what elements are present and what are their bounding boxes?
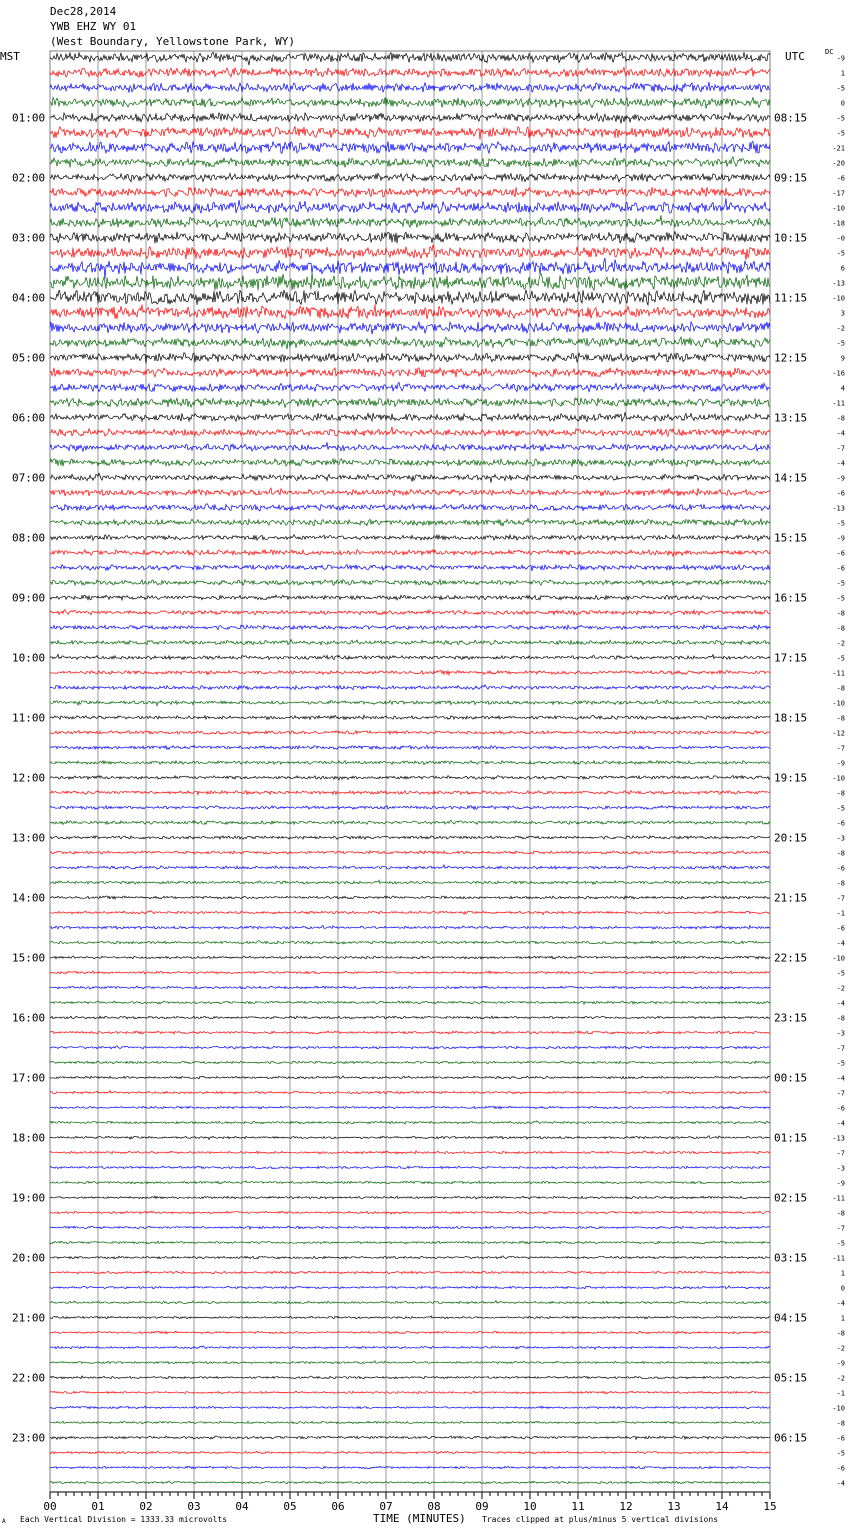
title-location: (West Boundary, Yellowstone Park, WY)	[50, 35, 296, 48]
trace-line	[50, 1121, 770, 1124]
dc-offset-value: -8	[836, 414, 845, 423]
dc-offset-header: DC	[825, 48, 834, 56]
trace-line	[50, 82, 770, 93]
dc-offset-value: -6	[836, 564, 845, 573]
dc-offset-value: -5	[836, 804, 845, 813]
left-hour-label: 14:00	[12, 891, 46, 905]
trace-line	[50, 535, 770, 541]
x-tick-label: 01	[91, 1500, 105, 1513]
x-tick-label: 08	[427, 1500, 441, 1513]
dc-offset-value: -4	[836, 459, 845, 468]
x-tick-label: 06	[331, 1500, 345, 1513]
x-axis-label: TIME (MINUTES)	[373, 1512, 466, 1525]
dc-offset-value: 0	[840, 1284, 845, 1293]
trace-line	[50, 850, 770, 854]
dc-offset-value: -4	[836, 939, 845, 948]
trace-line	[50, 820, 770, 824]
left-hour-label: 18:00	[12, 1131, 46, 1145]
trace-line	[50, 1466, 770, 1469]
right-hour-label: 05:15	[774, 1371, 808, 1385]
dc-offset-value: 6	[840, 264, 845, 273]
trace-line	[50, 715, 770, 719]
right-hour-label: 04:15	[774, 1311, 808, 1325]
trace-line	[50, 550, 770, 556]
trace-line	[50, 1421, 770, 1424]
trace-line	[50, 806, 770, 810]
x-tick-label: 14	[715, 1500, 729, 1513]
dc-offset-value: -2	[836, 1344, 845, 1353]
trace-line	[50, 836, 770, 839]
trace-line	[50, 1241, 770, 1244]
dc-offset-value: -1	[836, 1389, 845, 1398]
dc-offset-value: -21	[832, 144, 845, 153]
dc-offset-value: -6	[836, 1434, 845, 1443]
trace-line	[50, 290, 770, 305]
trace-line	[50, 68, 770, 78]
left-hour-label: 05:00	[12, 351, 46, 365]
dc-offset-value: -8	[836, 1014, 845, 1023]
dc-offset-value: -4	[836, 1479, 845, 1488]
right-timezone-label: UTC	[785, 50, 805, 63]
dc-offset-value: -9	[836, 1179, 845, 1188]
dc-offset-value: -4	[836, 999, 845, 1008]
trace-line	[50, 157, 770, 168]
clip-note: Traces clipped at plus/minus 5 vertical divisions	[482, 1515, 719, 1524]
trace-line	[50, 473, 770, 482]
trace-line	[50, 640, 770, 645]
trace-line	[50, 986, 770, 989]
left-hour-label: 03:00	[12, 231, 46, 245]
left-hour-label: 19:00	[12, 1191, 46, 1205]
left-hour-label: 23:00	[12, 1431, 46, 1445]
dc-offset-value: -4	[836, 429, 845, 438]
trace-line	[50, 258, 770, 278]
dc-offset-value: -1	[836, 909, 845, 918]
title-date: Dec28,2014	[50, 5, 117, 18]
dc-offset-value: -11	[832, 399, 845, 408]
dc-offset-value: -2	[836, 984, 845, 993]
right-hour-label: 22:15	[774, 951, 808, 965]
trace-line	[50, 654, 770, 659]
dc-offset-value: -7	[836, 894, 845, 903]
trace-line	[50, 1286, 770, 1289]
right-hour-label: 18:15	[774, 711, 808, 725]
trace-line	[50, 353, 770, 364]
dc-offset-value: -9	[836, 474, 845, 483]
trace-line	[50, 971, 770, 974]
title-station: YWB EHZ WY 01	[50, 20, 137, 33]
trace-line	[50, 1016, 770, 1019]
right-hour-label: 14:15	[774, 471, 808, 485]
trace-line	[50, 52, 770, 65]
trace-line	[50, 1166, 770, 1169]
dc-offset-value: -5	[836, 249, 845, 258]
x-tick-label: 12	[619, 1500, 633, 1513]
left-timezone-label: MST	[0, 50, 20, 63]
trace-line	[50, 580, 770, 585]
dc-offset-value: -6	[836, 489, 845, 498]
dc-offset-value: -4	[836, 1074, 845, 1083]
left-hour-label: 12:00	[12, 771, 46, 785]
dc-offset-value: -6	[836, 1464, 845, 1473]
right-hour-label: 20:15	[774, 831, 808, 845]
dc-offset-value: -13	[832, 279, 845, 288]
dc-offset-value: -11	[832, 669, 845, 678]
dc-offset-value: 9	[840, 354, 845, 363]
dc-offset-value: -11	[832, 1194, 845, 1203]
trace-line	[50, 1346, 770, 1349]
dc-offset-value: -18	[832, 219, 845, 228]
trace-line	[50, 1481, 770, 1484]
dc-offset-value: -2	[836, 639, 845, 648]
dc-offset-value: -4	[836, 1299, 845, 1308]
trace-line	[50, 1361, 770, 1364]
x-tick-label: 02	[139, 1500, 153, 1513]
trace-line	[50, 776, 770, 780]
dc-offset-value: -6	[836, 1104, 845, 1113]
dc-offset-value: -5	[836, 594, 845, 603]
x-tick-label: 11	[571, 1500, 585, 1513]
dc-offset-value: -5	[836, 654, 845, 663]
dc-offset-value: -9	[836, 1359, 845, 1368]
dc-offset-value: -10	[832, 774, 845, 783]
trace-line	[50, 1031, 770, 1034]
trace-line	[50, 761, 770, 765]
trace-line	[50, 232, 770, 244]
x-tick-label: 05	[283, 1500, 297, 1513]
right-hour-label: 21:15	[774, 891, 808, 905]
dc-offset-value: -10	[832, 699, 845, 708]
trace-line	[50, 1271, 770, 1274]
trace-line	[50, 1331, 770, 1334]
dc-offset-value: -6	[836, 549, 845, 558]
dc-offset-value: -9	[836, 534, 845, 543]
dc-offset-value: 3	[840, 309, 845, 318]
dc-offset-value: -11	[832, 1254, 845, 1263]
dc-offset-value: -7	[836, 1224, 845, 1233]
trace-line	[50, 215, 770, 227]
trace-line	[50, 337, 770, 349]
dc-offset-value: -6	[836, 819, 845, 828]
dc-offset-value: 4	[840, 384, 845, 393]
dc-offset-value: -8	[836, 714, 845, 723]
left-hour-label: 15:00	[12, 951, 46, 965]
dc-offset-value: 1	[840, 1314, 845, 1323]
dc-offset-value: -5	[836, 1239, 845, 1248]
dc-offset-value: -3	[836, 1029, 845, 1038]
left-hour-label: 10:00	[12, 651, 46, 665]
right-hour-label: 09:15	[774, 171, 808, 185]
left-hour-label: 07:00	[12, 471, 46, 485]
x-tick-label: 09	[475, 1500, 489, 1513]
dc-offset-value: -10	[832, 204, 845, 213]
trace-line	[50, 1136, 770, 1140]
trace-line	[50, 382, 770, 391]
dc-offset-value: -3	[836, 834, 845, 843]
trace-line	[50, 865, 770, 869]
trace-line	[50, 941, 770, 944]
right-hour-label: 19:15	[774, 771, 808, 785]
dc-offset-value: -6	[836, 864, 845, 873]
dc-offset-value: -7	[836, 1044, 845, 1053]
dc-offset-value: -5	[836, 519, 845, 528]
right-hour-label: 10:15	[774, 231, 808, 245]
dc-offset-value: -8	[836, 789, 845, 798]
dc-offset-value: -12	[832, 729, 845, 738]
right-hour-label: 17:15	[774, 651, 808, 665]
right-hour-label: 00:15	[774, 1071, 808, 1085]
right-hour-label: 03:15	[774, 1251, 808, 1265]
dc-offset-value: -5	[836, 129, 845, 138]
trace-line	[50, 1376, 770, 1379]
dc-offset-value: -8	[836, 684, 845, 693]
trace-line	[50, 1211, 770, 1214]
trace-line	[50, 1091, 770, 1094]
dc-offset-value: -2	[836, 1374, 845, 1383]
dc-offset-value: -10	[832, 294, 845, 303]
right-hour-label: 01:15	[774, 1131, 808, 1145]
x-tick-label: 13	[667, 1500, 681, 1513]
trace-line	[50, 113, 770, 124]
footer-mark: A	[2, 1518, 6, 1525]
x-tick-label: 03	[187, 1500, 201, 1513]
left-hour-label: 17:00	[12, 1071, 46, 1085]
x-tick-label: 04	[235, 1500, 249, 1513]
trace-line	[50, 127, 770, 140]
trace-line	[50, 1076, 770, 1079]
dc-offset-value: -5	[836, 579, 845, 588]
right-hour-label: 16:15	[774, 591, 808, 605]
trace-line	[50, 1391, 770, 1394]
dc-offset-value: -20	[832, 159, 845, 168]
dc-offset-value: -5	[836, 1059, 845, 1068]
dc-offset-value: -4	[836, 1119, 845, 1128]
right-hour-label: 12:15	[774, 351, 808, 365]
trace-line	[50, 1196, 770, 1199]
dc-offset-value: -8	[836, 624, 845, 633]
left-hour-label: 02:00	[12, 171, 46, 185]
x-tick-label: 00	[43, 1500, 57, 1513]
dc-offset-value: -5	[836, 114, 845, 123]
trace-line	[50, 198, 770, 213]
trace-line	[50, 925, 770, 929]
dc-offset-value: -13	[832, 1134, 845, 1143]
left-hour-label: 16:00	[12, 1011, 46, 1025]
dc-offset-value: -8	[836, 879, 845, 888]
trace-line	[50, 565, 770, 572]
dc-offset-value: 1	[840, 1269, 845, 1278]
trace-line	[50, 1451, 770, 1453]
trace-line	[50, 187, 770, 197]
left-hour-label: 04:00	[12, 291, 46, 305]
trace-line	[50, 97, 770, 108]
trace-line	[50, 670, 770, 674]
dc-offset-value: -8	[836, 609, 845, 618]
trace-line	[50, 305, 770, 320]
dc-offset-value: -3	[836, 1164, 845, 1173]
dc-offset-value: -17	[832, 189, 845, 198]
trace-line	[50, 442, 770, 451]
trace-line	[50, 1436, 770, 1440]
dc-offset-value: -7	[836, 1089, 845, 1098]
x-tick-label: 15	[763, 1500, 777, 1513]
dc-offset-value: -5	[836, 969, 845, 978]
trace-line	[50, 504, 770, 511]
dc-offset-value: -5	[836, 1449, 845, 1458]
trace-line	[50, 1256, 770, 1259]
dc-offset-value: -8	[836, 1419, 845, 1428]
trace-line	[50, 700, 770, 706]
trace-line	[50, 519, 770, 526]
left-hour-label: 22:00	[12, 1371, 46, 1385]
dc-offset-value: -10	[832, 954, 845, 963]
left-hour-label: 01:00	[12, 111, 46, 125]
dc-offset-value: -8	[836, 1209, 845, 1218]
trace-line	[50, 1316, 770, 1319]
scale-note: Each Vertical Division = 1333.33 microvolts	[20, 1515, 228, 1524]
trace-line	[50, 1301, 770, 1304]
dc-offset-value: -16	[832, 369, 845, 378]
x-tick-label: 07	[379, 1500, 393, 1513]
dc-offset-value: -10	[832, 1404, 845, 1413]
dc-offset-value: -5	[836, 84, 845, 93]
dc-offset-value: 1	[840, 69, 845, 78]
trace-line	[50, 1226, 770, 1229]
trace-line	[50, 368, 770, 378]
dc-offset-value: 0	[840, 99, 845, 108]
left-hour-label: 11:00	[12, 711, 46, 725]
trace-line	[50, 1406, 770, 1409]
right-hour-label: 11:15	[774, 291, 808, 305]
trace-line	[50, 1106, 770, 1109]
trace-line	[50, 398, 770, 408]
dc-offset-value: -5	[836, 339, 845, 348]
left-hour-label: 21:00	[12, 1311, 46, 1325]
dc-offset-value: -0	[836, 234, 845, 243]
dc-offset-value: -9	[836, 54, 845, 63]
trace-line	[50, 731, 770, 735]
dc-offset-value: -2	[836, 324, 845, 333]
trace-line	[50, 610, 770, 615]
trace-line	[50, 1001, 770, 1004]
left-hour-label: 06:00	[12, 411, 46, 425]
trace-line	[50, 595, 770, 600]
trace-line	[50, 791, 770, 795]
plot-frame	[50, 51, 770, 1492]
trace-line	[50, 273, 770, 291]
dc-offset-value: -7	[836, 444, 845, 453]
trace-line	[50, 1046, 770, 1049]
x-tick-label: 10	[523, 1500, 537, 1513]
dc-offset-value: -9	[836, 759, 845, 768]
trace-line	[50, 1061, 770, 1064]
left-hour-label: 20:00	[12, 1251, 46, 1265]
trace-line	[50, 1151, 770, 1154]
trace-line	[50, 322, 770, 334]
trace-line	[50, 880, 770, 884]
dc-offset-value: -6	[836, 924, 845, 933]
left-hour-label: 13:00	[12, 831, 46, 845]
right-hour-label: 23:15	[774, 1011, 808, 1025]
trace-line	[50, 625, 770, 630]
trace-line	[50, 745, 770, 749]
trace-line	[50, 173, 770, 182]
dc-offset-value: -13	[832, 504, 845, 513]
trace-line	[50, 412, 770, 421]
trace-line	[50, 141, 770, 153]
trace-line	[50, 245, 770, 260]
dc-offset-value: -6	[836, 174, 845, 183]
left-hour-label: 09:00	[12, 591, 46, 605]
trace-line	[50, 488, 770, 496]
right-hour-label: 08:15	[774, 111, 808, 125]
trace-line	[50, 911, 770, 915]
right-hour-label: 13:15	[774, 411, 808, 425]
left-hour-label: 08:00	[12, 531, 46, 545]
right-hour-label: 15:15	[774, 531, 808, 545]
trace-line	[50, 685, 770, 690]
dc-offset-value: -8	[836, 1329, 845, 1338]
trace-line	[50, 1181, 770, 1184]
dc-offset-value: -7	[836, 1149, 845, 1158]
right-hour-label: 02:15	[774, 1191, 808, 1205]
trace-line	[50, 459, 770, 467]
trace-line	[50, 427, 770, 436]
trace-line	[50, 956, 770, 959]
dc-offset-value: -8	[836, 849, 845, 858]
trace-line	[50, 896, 770, 899]
right-hour-label: 06:15	[774, 1431, 808, 1445]
dc-offset-value: -7	[836, 744, 845, 753]
